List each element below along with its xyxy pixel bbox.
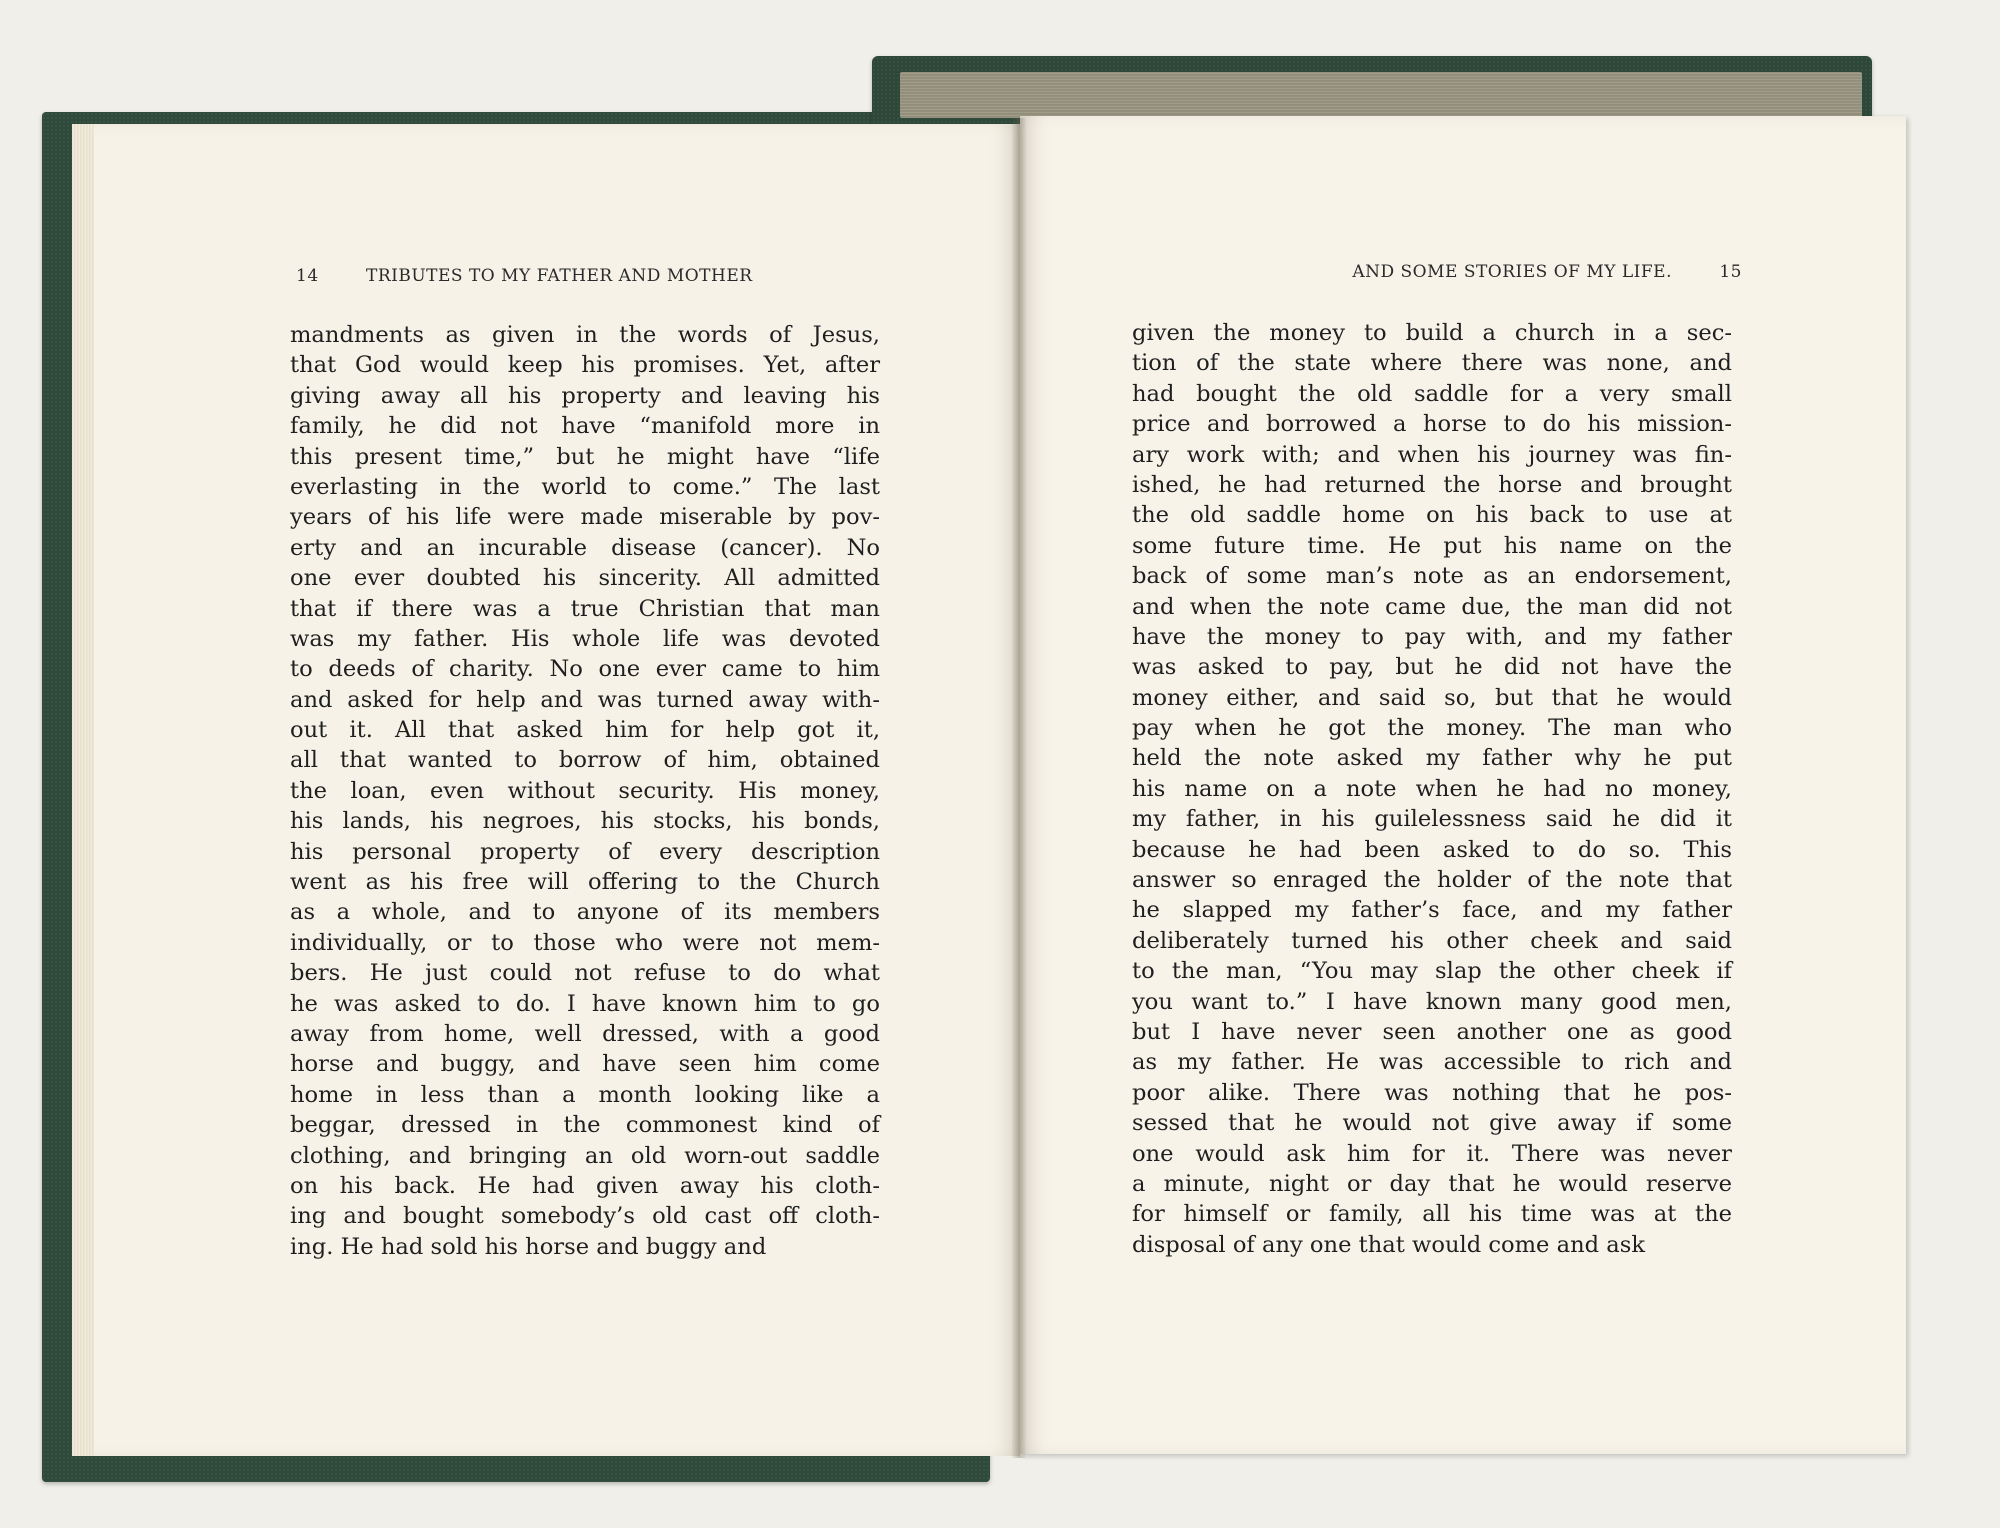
text-line: the loan, even without security. His money, <box>290 777 880 804</box>
text-line: but I have never seen another one as good <box>1132 1018 1732 1045</box>
text-line: on his back. He had given away his cloth- <box>290 1172 880 1199</box>
text-line: because he had been asked to do so. This <box>1132 836 1732 863</box>
left-running-head-title: TRIBUTES TO MY FATHER AND MOTHER <box>366 266 753 286</box>
text-line: tion of the state where there was none, and <box>1132 350 1732 377</box>
text-line: his personal property of every description <box>290 838 880 865</box>
text-line: my father, in his guilelessness said he did it <box>1132 806 1732 833</box>
right-running-head-title: AND SOME STORIES OF MY LIFE. <box>1352 262 1672 282</box>
text-line: have the money to pay with, and my father <box>1132 623 1732 650</box>
text-line: and when the note came due, the man did not <box>1132 593 1732 620</box>
text-line: sessed that he would not give away if some <box>1132 1110 1732 1137</box>
text-line: went as his free will offering to the Church <box>290 869 880 896</box>
text-line: his lands, his negroes, his stocks, his bonds, <box>290 808 880 835</box>
text-line: money either, and said so, but that he would <box>1132 684 1732 711</box>
text-line: given the money to build a church in a sec- <box>1132 320 1732 346</box>
text-line: ary work with; and when his journey was fin- <box>1132 441 1732 468</box>
text-line: back of some man’s note as an endorsement, <box>1132 563 1732 590</box>
text-line: years of his life were made miserable by pov- <box>290 504 880 531</box>
page-edges-top <box>900 72 1862 118</box>
text-line: had bought the old saddle for a very small <box>1132 380 1732 407</box>
right-running-head <box>1272 262 1742 282</box>
text-line: was my father. His whole life was devoted <box>290 625 880 652</box>
text-line: as a whole, and to anyone of its members <box>290 899 880 926</box>
text-line: as my father. He was accessible to rich and <box>1132 1049 1732 1076</box>
text-line: individually, or to those who were not mem- <box>290 929 880 956</box>
text-line: price and borrowed a horse to do his mission- <box>1132 411 1732 438</box>
left-page-number: 14 <box>296 266 319 286</box>
book-gutter <box>1012 118 1026 1458</box>
text-line: away from home, well dressed, with a good <box>290 1020 880 1047</box>
text-line: one ever doubted his sincerity. All admitted <box>290 565 880 592</box>
text-line: bers. He just could not refuse to do what <box>290 960 880 987</box>
right-page-body <box>1132 318 1732 1260</box>
text-line: that if there was a true Christian that man <box>290 595 880 622</box>
text-line: all that wanted to borrow of him, obtained <box>290 747 880 774</box>
text-line: to deeds of charity. No one ever came to him <box>290 656 880 683</box>
text-line: the old saddle home on his back to use at <box>1132 502 1732 529</box>
text-line: clothing, and bringing an old worn-out saddle <box>290 1142 880 1169</box>
text-line: deliberately turned his other cheek and said <box>1132 927 1732 954</box>
text-line: his name on a note when he had no money, <box>1132 775 1732 802</box>
text-line: out it. All that asked him for help got it, <box>290 717 880 744</box>
text-line: answer so enraged the holder of the note that <box>1132 867 1732 894</box>
text-line: was asked to pay, but he did not have the <box>1132 654 1732 681</box>
text-line: pay when he got the money. The man who <box>1132 715 1732 742</box>
text-line: mandments as given in the words of Jesus, <box>290 322 880 348</box>
left-running-head <box>296 266 876 286</box>
text-line: beggar, dressed in the commonest kind of <box>290 1112 880 1139</box>
text-line: he was asked to do. I have known him to go <box>290 990 880 1017</box>
right-page-number: 15 <box>1719 262 1742 282</box>
text-line: everlasting in the world to come.” The last <box>290 473 880 500</box>
text-line: horse and buggy, and have seen him come <box>290 1051 880 1078</box>
text-line: ing and bought somebody’s old cast off cloth- <box>290 1203 880 1230</box>
text-line: to the man, “You may slap the other cheek if <box>1132 958 1732 985</box>
text-line: home in less than a month looking like a <box>290 1081 880 1108</box>
text-line: he slapped my father’s face, and my father <box>1132 897 1732 924</box>
text-line: ing. He had sold his horse and buggy and <box>290 1233 767 1260</box>
text-line: disposal of any one that would come and ask <box>1132 1231 1646 1258</box>
text-line: ished, he had returned the horse and brought <box>1132 471 1732 498</box>
text-line: a minute, night or day that he would reserve <box>1132 1170 1732 1197</box>
text-line: held the note asked my father why he put <box>1132 745 1732 772</box>
text-line: family, he did not have “manifold more in <box>290 413 880 440</box>
text-line: one would ask him for it. There was never <box>1132 1140 1732 1167</box>
text-line: for himself or family, all his time was at the <box>1132 1201 1732 1228</box>
text-line: some future time. He put his name on the <box>1132 532 1732 559</box>
text-line: poor alike. There was nothing that he pos- <box>1132 1079 1732 1106</box>
text-line: giving away all his property and leaving his <box>290 382 880 409</box>
left-page-body <box>290 320 880 1262</box>
text-line: erty and an incurable disease (cancer). No <box>290 534 880 561</box>
text-line: this present time,” but he might have “life <box>290 443 880 470</box>
text-line: you want to.” I have known many good men, <box>1132 988 1732 1015</box>
text-line: and asked for help and was turned away with- <box>290 686 880 713</box>
text-line: that God would keep his promises. Yet, after <box>290 352 880 379</box>
